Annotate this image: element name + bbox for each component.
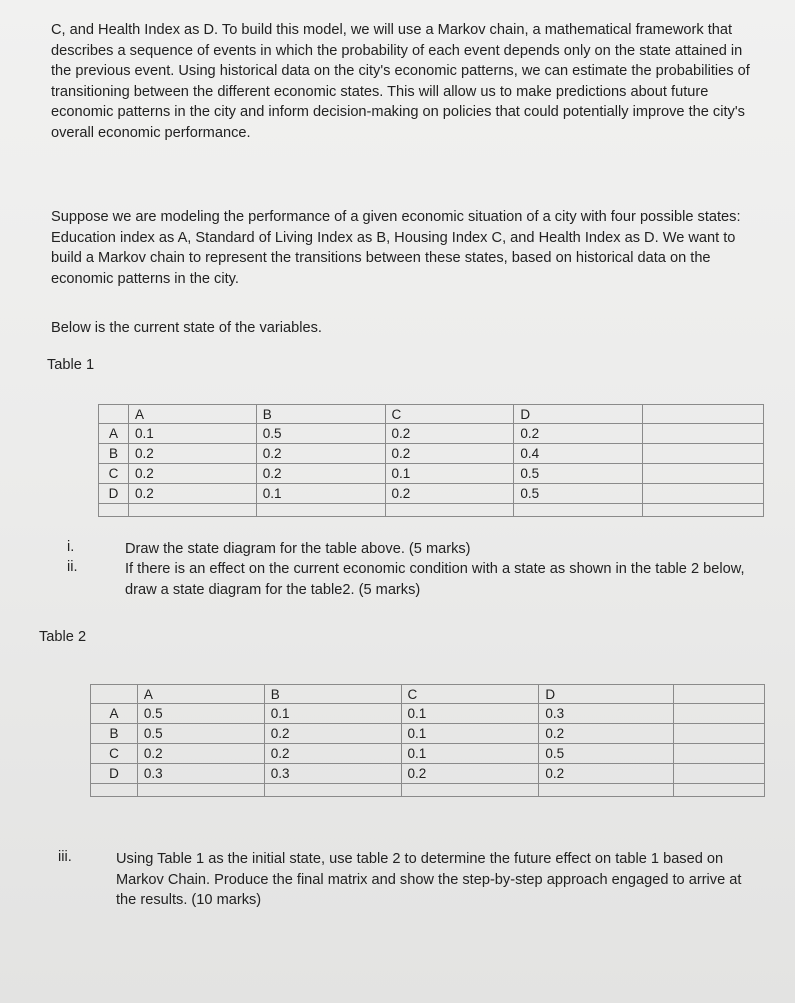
table2-label: Table 2 bbox=[39, 629, 87, 645]
question-text: Draw the state diagram for the table above. (5 marks) bbox=[125, 541, 471, 557]
table1-extra-cell bbox=[643, 405, 764, 424]
table2-row-header: D bbox=[91, 764, 138, 784]
table-cell: 0.2 bbox=[539, 724, 674, 744]
table2-extra-cell bbox=[674, 704, 765, 724]
table1-col-header: D bbox=[514, 405, 643, 424]
table-row bbox=[91, 744, 765, 764]
table1-row-header: A bbox=[99, 424, 129, 444]
table-cell: 0.1 bbox=[401, 744, 539, 764]
table-row bbox=[91, 764, 765, 784]
table-cell: 0.3 bbox=[137, 764, 264, 784]
question-text: If there is an effect on the current economic condition with a state as shown in the table 2 below, draw a state diagram for the table2. (5 marks) bbox=[125, 561, 745, 598]
table-cell: 0.5 bbox=[514, 464, 643, 484]
question-number: i. bbox=[67, 539, 75, 555]
current-state-paragraph: Below is the current state of the variables. bbox=[51, 320, 322, 336]
table-cell: 0.2 bbox=[128, 444, 256, 464]
table2-col-header: B bbox=[264, 685, 401, 704]
table-cell: 0.2 bbox=[137, 744, 264, 764]
table2-extra-cell bbox=[674, 764, 765, 784]
table-cell: 0.5 bbox=[539, 744, 674, 764]
table-cell: 0.1 bbox=[264, 704, 401, 724]
table1-extra-cell bbox=[643, 444, 764, 464]
table-cell: 0.2 bbox=[256, 444, 385, 464]
table-row bbox=[91, 724, 765, 744]
table2-extra-cell bbox=[674, 744, 765, 764]
table-cell: 0.2 bbox=[128, 464, 256, 484]
table1-corner-cell bbox=[99, 405, 129, 424]
table1-row-header: C bbox=[99, 464, 129, 484]
table1-blank-row bbox=[99, 504, 764, 517]
table-cell: 0.2 bbox=[385, 444, 514, 464]
table-cell: 0.5 bbox=[137, 724, 264, 744]
table-cell: 0.2 bbox=[264, 744, 401, 764]
table2-col-header: C bbox=[401, 685, 539, 704]
table-row bbox=[99, 464, 764, 484]
table2-row-header: A bbox=[91, 704, 138, 724]
table-cell: 0.2 bbox=[401, 764, 539, 784]
table-cell: 0.5 bbox=[137, 704, 264, 724]
table1-col-header: C bbox=[385, 405, 514, 424]
table-cell: 0.1 bbox=[128, 424, 256, 444]
table2-row-header: C bbox=[91, 744, 138, 764]
table1-header-row bbox=[99, 405, 764, 424]
table2-extra-cell bbox=[674, 724, 765, 744]
table-cell: 0.5 bbox=[256, 424, 385, 444]
table1-col-header: A bbox=[128, 405, 256, 424]
table1-col-header: B bbox=[256, 405, 385, 424]
table-cell: 0.3 bbox=[539, 704, 674, 724]
question-text: Using Table 1 as the initial state, use table 2 to determine the future effect on table 1 based on Markov Chain. Produce the final matrix and show the step-by-step approach engaged to arrive at the results. (10 marks) bbox=[116, 851, 742, 908]
table1-extra-cell bbox=[643, 424, 764, 444]
table-cell: 0.4 bbox=[514, 444, 643, 464]
table-cell: 0.1 bbox=[256, 484, 385, 504]
table1-extra-cell bbox=[643, 464, 764, 484]
table-cell: 0.1 bbox=[401, 704, 539, 724]
table2-corner-cell bbox=[91, 685, 138, 704]
scenario-paragraph: Suppose we are modeling the performance of a given economic situation of a city with four possible states: Education index as A, Standard of Living Index as B, Housing Index C, and Health Index as D. We want to build a Markov chain to represent the transitions between these states, based on historical data on the economic patterns in the city. bbox=[51, 209, 741, 287]
table1-label: Table 1 bbox=[47, 357, 95, 373]
table-row bbox=[99, 484, 764, 504]
table2-extra-cell bbox=[674, 685, 765, 704]
table1-row-header: B bbox=[99, 444, 129, 464]
question-number: iii. bbox=[58, 849, 72, 865]
table-cell: 0.1 bbox=[401, 724, 539, 744]
table1 bbox=[98, 404, 764, 517]
table2-row-header: B bbox=[91, 724, 138, 744]
table2-col-header: D bbox=[539, 685, 674, 704]
table2-header-row bbox=[91, 685, 765, 704]
table-cell: 0.2 bbox=[264, 724, 401, 744]
table-cell: 0.2 bbox=[385, 484, 514, 504]
table1-row-header: D bbox=[99, 484, 129, 504]
table2-col-header: A bbox=[137, 685, 264, 704]
table1-extra-cell bbox=[643, 484, 764, 504]
table-cell: 0.5 bbox=[514, 484, 643, 504]
table-cell: 0.3 bbox=[264, 764, 401, 784]
table2-blank-row bbox=[91, 784, 765, 797]
table-cell: 0.1 bbox=[385, 464, 514, 484]
table-row bbox=[91, 704, 765, 724]
table-cell: 0.2 bbox=[539, 764, 674, 784]
table-row bbox=[99, 444, 764, 464]
intro-paragraph: C, and Health Index as D. To build this model, we will use a Markov chain, a mathematical framework that describes a sequence of events in which the probability of each event depends only on the state attained in the previous event. Using historical data on the city's economic patterns, we can estimate the probabilities of transitioning between the different economic states. This will allow us to make predictions about future economic patterns in the city and inform decision-making on policies that could potentially improve the city's overall economic performance. bbox=[51, 22, 750, 141]
table-cell: 0.2 bbox=[128, 484, 256, 504]
table2 bbox=[90, 684, 765, 797]
table-cell: 0.2 bbox=[385, 424, 514, 444]
question-number: ii. bbox=[67, 559, 78, 575]
table-cell: 0.2 bbox=[256, 464, 385, 484]
table-cell: 0.2 bbox=[514, 424, 643, 444]
table-row bbox=[99, 424, 764, 444]
